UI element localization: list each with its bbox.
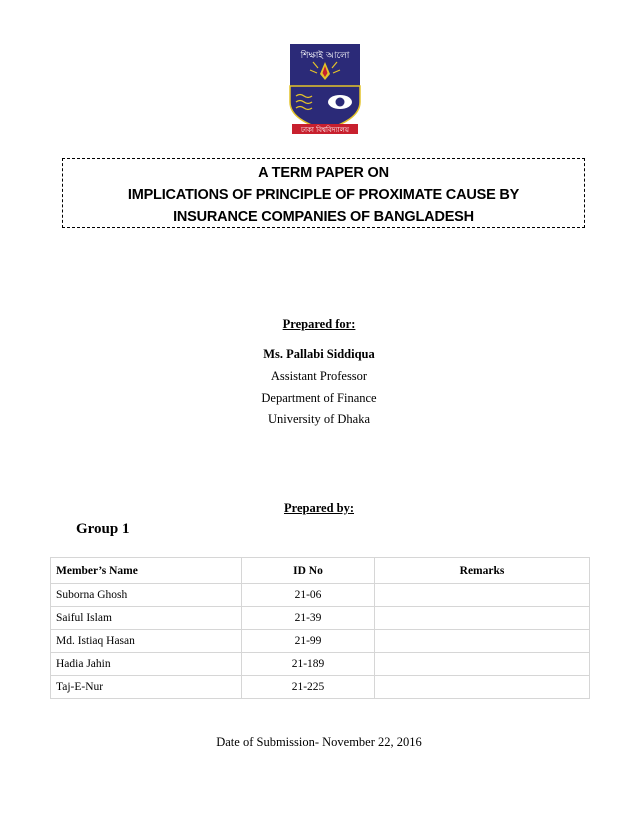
submission-date: Date of Submission- November 22, 2016 — [216, 735, 422, 749]
member-remarks — [375, 630, 590, 653]
member-id: 21-189 — [242, 653, 375, 676]
recipient-designation: Assistant Professor — [270, 369, 368, 383]
member-name: Saiful Islam — [51, 607, 242, 630]
table-row — [51, 653, 590, 676]
table-row — [51, 676, 590, 699]
prepared-by-heading: Prepared by: — [283, 501, 355, 515]
member-id: 21-39 — [242, 607, 375, 630]
title-line-2: IMPLICATIONS OF PRINCIPLE OF PROXIMATE CAUSE BY — [127, 187, 520, 203]
member-name: Taj-E-Nur — [51, 676, 242, 699]
header-member-name: Member’s Name — [51, 558, 242, 584]
member-name: Md. Istiaq Hasan — [51, 630, 242, 653]
table-row — [51, 607, 590, 630]
member-id: 21-225 — [242, 676, 375, 699]
recipient-name: Ms. Pallabi Siddiqua — [263, 347, 375, 361]
header-id-no: ID No — [242, 558, 375, 584]
prepared-for-heading: Prepared for: — [282, 317, 356, 331]
table-row — [51, 584, 590, 607]
title-line-3: INSURANCE COMPANIES OF BANGLADESH — [173, 209, 474, 225]
member-id: 21-99 — [242, 630, 375, 653]
header-remarks: Remarks — [375, 558, 590, 584]
members-table — [50, 557, 590, 699]
member-remarks — [375, 607, 590, 630]
svg-text:শিক্ষাই আলো: শিক্ষাই আলো — [300, 51, 350, 61]
group-label: Group 1 — [76, 521, 130, 537]
title-line-1: A TERM PAPER ON — [258, 165, 389, 181]
university-logo — [286, 40, 364, 136]
recipient-department: Department of Finance — [261, 391, 377, 405]
table-header-row — [51, 558, 590, 584]
member-remarks — [375, 584, 590, 607]
table-row — [51, 630, 590, 653]
title-box — [62, 158, 585, 228]
recipient-university: University of Dhaka — [267, 412, 371, 426]
svg-text:ঢাকা বিশ্ববিদ্যালয়: ঢাকা বিশ্ববিদ্যালয় — [300, 126, 350, 134]
member-remarks — [375, 653, 590, 676]
member-name: Suborna Ghosh — [51, 584, 242, 607]
member-name: Hadia Jahin — [51, 653, 242, 676]
member-id: 21-06 — [242, 584, 375, 607]
member-remarks — [375, 676, 590, 699]
